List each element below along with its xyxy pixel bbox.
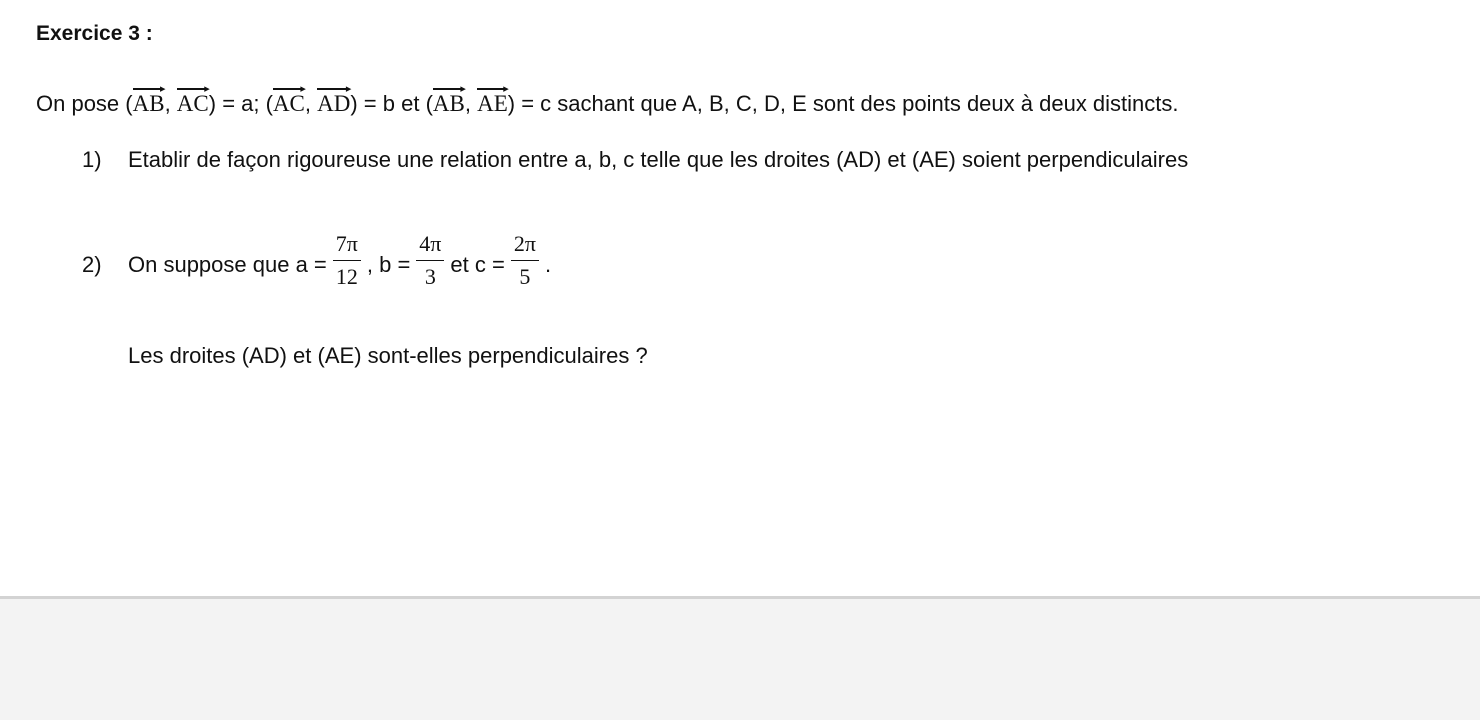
fraction-b-numerator: 4π: [416, 230, 444, 261]
intro-comma-1: ,: [164, 91, 177, 116]
intro-mid-2: ) = b et (: [350, 91, 433, 116]
intro-comma-3: ,: [464, 91, 478, 116]
fraction-c-numerator: 2π: [511, 230, 539, 261]
page-gap-area: [0, 596, 1480, 720]
intro-suffix: ) = c sachant que A, B, C, D, E sont des points deux à deux distincts.: [507, 91, 1179, 116]
vector-ab-2: ▸ AB: [432, 82, 466, 116]
question-2-lead: On suppose que a =: [128, 252, 327, 277]
fraction-a-numerator: 7π: [333, 230, 361, 261]
vector-ac: ▸ AC: [176, 82, 210, 116]
question-2-number: 2): [82, 252, 102, 277]
exercise-title: Exercice 3 :: [36, 22, 153, 45]
question-1: [82, 146, 1188, 174]
intro-prefix: On pose (: [36, 91, 133, 116]
fraction-c: [511, 230, 539, 291]
question-2: [82, 224, 551, 296]
question-1-number: 1): [82, 147, 102, 172]
intro-statement: [36, 82, 1179, 118]
vector-ad: ▸ AD: [317, 82, 352, 116]
fraction-b-denominator: 3: [424, 263, 436, 289]
fraction-a: [333, 230, 361, 291]
vector-ae: ▸ AE: [477, 82, 509, 116]
vector-ab: ▸ AB: [132, 82, 166, 116]
question-2-c-lead: et c =: [450, 252, 505, 277]
question-2-b-lead: , b =: [366, 252, 411, 277]
intro-mid-1: ) = a; (: [208, 91, 273, 116]
question-2-end: .: [544, 252, 552, 277]
fraction-c-denominator: 5: [519, 263, 531, 289]
fraction-a-denominator: 12: [335, 263, 358, 289]
fraction-b: [416, 230, 444, 291]
intro-comma-2: ,: [304, 91, 318, 116]
question-2-followup: Les droites (AD) et (AE) sont-elles perpendiculaires ?: [128, 343, 648, 368]
vector-ac-2: ▸ AC: [272, 82, 306, 116]
question-1-text: Etablir de façon rigoureuse une relation entre a, b, c telle que les droites (AD) et (AE) soient perpendiculaires: [128, 147, 1189, 172]
